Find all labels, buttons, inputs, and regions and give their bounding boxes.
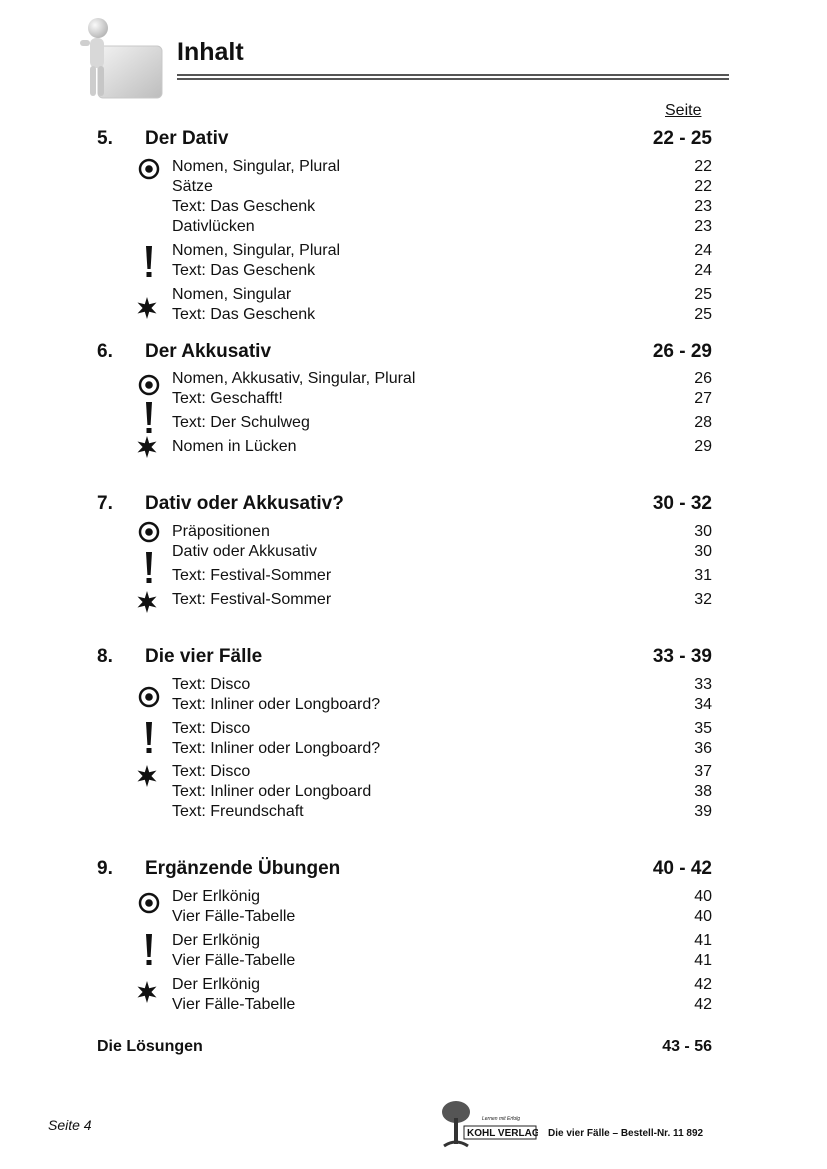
toc-entry-text: Der Erlkönig [172,976,261,993]
section-number: 5. [97,128,113,149]
toc-entry-page: 38 [694,783,712,800]
toc-entry-page: 42 [694,996,712,1013]
toc-entry-page: 27 [694,390,712,407]
toc-entry-text: Vier Fälle-Tabelle [172,908,296,925]
star-icon [135,590,159,614]
section-page-range: 33 - 39 [652,646,712,667]
toc-entry-text: Dativlücken [172,218,255,235]
exclamation-icon [142,720,156,756]
toc-entry-page: 37 [694,763,712,780]
toc-entry-text: Text: Freundschaft [172,803,304,820]
toc-entry-page: 22 [694,178,712,195]
toc-entry-text: Text: Disco [172,676,251,693]
toc-entry-text: Text: Inliner oder Longboard? [172,740,381,757]
toc-entry-text: Text: Disco [172,720,251,737]
exclamation-icon [142,550,156,586]
section-page-range: 22 - 25 [652,128,712,149]
toc-entry-page: 36 [694,740,712,757]
toc-entry-page: 24 [694,262,712,279]
page-column-label: Seite [665,102,702,119]
toc-entry-text: Text: Inliner oder Longboard? [172,696,381,713]
section-page-range: 40 - 42 [652,858,712,879]
toc-entry-page: 40 [694,908,712,925]
mascot-figure-with-sign [78,16,170,104]
toc-entry-text: Vier Fälle-Tabelle [172,952,296,969]
section-title: Der Dativ [145,128,229,149]
toc-entry-page: 40 [694,888,712,905]
toc-entry-text: Der Erlkönig [172,932,261,949]
toc-entry-page: 28 [694,414,712,431]
exclamation-icon [142,400,156,436]
kohl-verlag-logo [440,1100,538,1148]
toc-entry-text: Text: Das Geschenk [172,262,316,279]
toc-entry-page: 23 [694,218,712,235]
section-title: Der Akkusativ [145,341,272,362]
footer-page-number: Seite 4 [48,1117,92,1133]
toc-entry-page: 25 [694,306,712,323]
toc-entry-page: 35 [694,720,712,737]
toc-entry-text: Text: Das Geschenk [172,306,316,323]
section-title: Ergänzende Übungen [145,858,341,879]
toc-entry-page: 31 [694,567,712,584]
toc-entry-text: Nomen, Singular, Plural [172,242,341,259]
star-icon [135,764,159,788]
toc-entry-text: Dativ oder Akkusativ [172,543,317,560]
toc-entry-text: Vier Fälle-Tabelle [172,996,296,1013]
toc-entry-page: 32 [694,591,712,608]
title-rule-top [177,74,729,76]
solutions-label: Die Lösungen [97,1038,203,1055]
section-number: 9. [97,858,113,879]
svg-text:KOHL VERLAG: KOHL VERLAG [467,1128,538,1139]
toc-entry-text: Text: Der Schulweg [172,414,310,431]
toc-entry-page: 30 [694,543,712,560]
circle-dot-icon [138,686,160,708]
toc-entry-page: 39 [694,803,712,820]
toc-entry-page: 29 [694,438,712,455]
toc-entry-text: Präpositionen [172,523,270,540]
star-icon [135,435,159,459]
section-number: 7. [97,493,113,514]
section-page-range: 30 - 32 [652,493,712,514]
toc-entry-page: 24 [694,242,712,259]
star-icon [135,296,159,320]
toc-entry-page: 23 [694,198,712,215]
toc-entry-text: Der Erlkönig [172,888,261,905]
circle-dot-icon [138,374,160,396]
section-title: Die vier Fälle [145,646,263,667]
toc-entry-page: 26 [694,370,712,387]
toc-entry-text: Text: Das Geschenk [172,198,316,215]
circle-dot-icon [138,892,160,914]
toc-entry-text: Text: Geschafft! [172,390,283,407]
exclamation-icon [142,932,156,968]
toc-entry-page: 25 [694,286,712,303]
circle-dot-icon [138,521,160,543]
exclamation-icon [142,244,156,280]
toc-entry-page: 30 [694,523,712,540]
section-page-range: 26 - 29 [652,341,712,362]
toc-entry-text: Text: Disco [172,763,251,780]
toc-entry-text: Nomen in Lücken [172,438,297,455]
toc-entry-page: 33 [694,676,712,693]
page-title: Inhalt [177,38,244,66]
toc-entry-text: Text: Festival-Sommer [172,567,332,584]
toc-entry-page: 41 [694,952,712,969]
toc-entry-page: 42 [694,976,712,993]
toc-entry-text: Nomen, Akkusativ, Singular, Plural [172,370,416,387]
toc-entry-text: Text: Inliner oder Longboard [172,783,372,800]
toc-entry-page: 34 [694,696,712,713]
toc-entry-text: Text: Festival-Sommer [172,591,332,608]
solutions-page-range: 43 - 56 [662,1038,712,1055]
toc-entry-text: Nomen, Singular [172,286,292,303]
section-number: 8. [97,646,113,667]
section-number: 6. [97,341,113,362]
svg-text:Lernen mit Erfolg: Lernen mit Erfolg [482,1116,521,1122]
footer-publication-info: Die vier Fälle – Bestell-Nr. 11 892 [548,1128,704,1139]
toc-entry-page: 41 [694,932,712,949]
circle-dot-icon [138,158,160,180]
title-rule-bottom [177,78,729,80]
toc-entry-text: Sätze [172,178,213,195]
section-title: Dativ oder Akkusativ? [145,493,344,514]
toc-entry-text: Nomen, Singular, Plural [172,158,341,175]
toc-entry-page: 22 [694,158,712,175]
star-icon [135,980,159,1004]
